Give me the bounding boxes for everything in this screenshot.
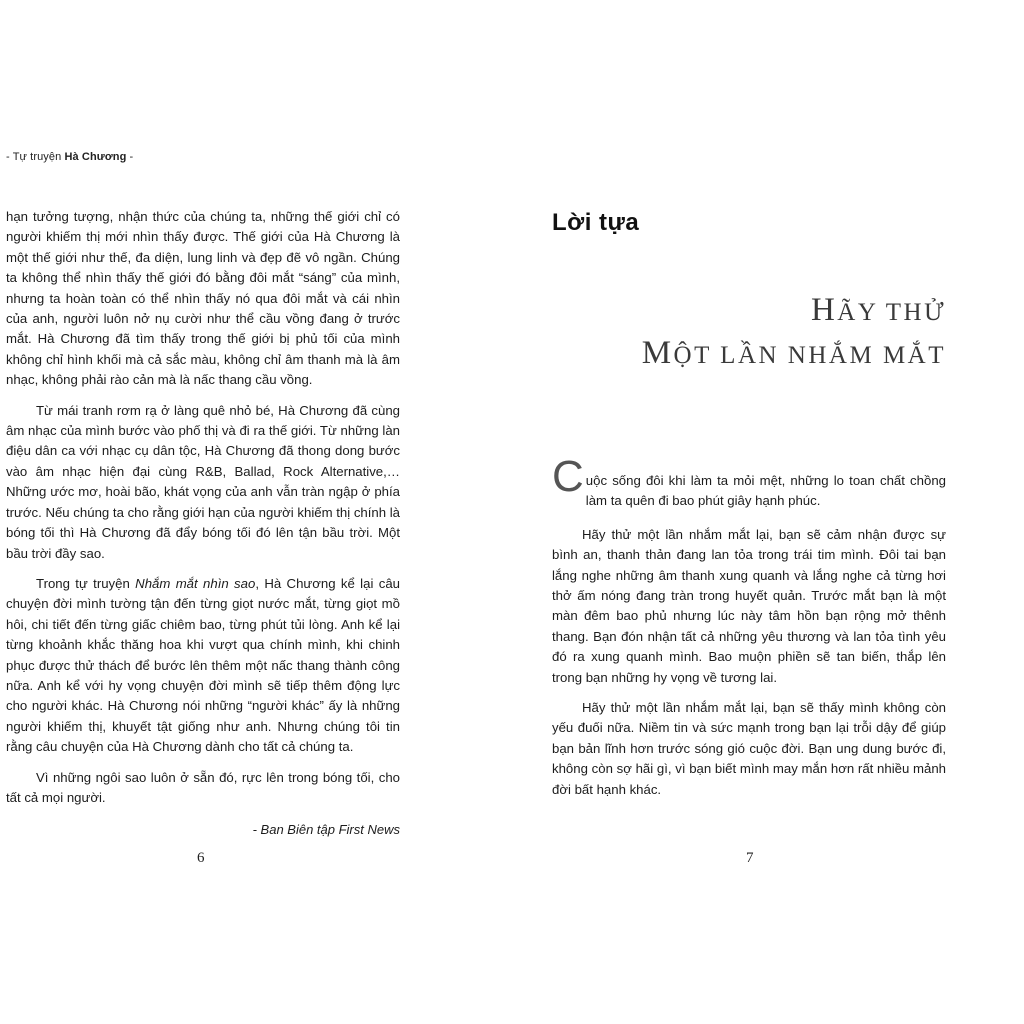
paragraph-3-rest: , Hà Chương kể lại câu chuyện đời mình tường tận đến từng giọt nước mắt, từng giọt mồ hôi, chi tiết đến từng giấc chiêm bao, từng phút tủi lòng. Anh kể lại từng khoảnh khắc thăng hoa khi vượt qua chính mình, khi chinh phục được thử thách để bước lên thêm một nấc thang thành công nữa. Anh kể với hy vọng chuyện đời mình sẽ tiếp thêm động lực cho người khác. Hà Chương nói những “người khác” ấy là những người khiếm thị, khuyết tật giống như anh. Nhưng chúng tôi tin rằng câu chuyện của Hà Chương dành cho tất cả chúng ta. [6, 575, 400, 755]
right-paragraph-1 [552, 452, 946, 512]
page-number-left: 6 [197, 850, 205, 866]
running-head-prefix: - Tự truyện [6, 151, 65, 163]
running-head-suffix: - [126, 151, 134, 163]
main-title [642, 290, 946, 376]
section-title: Lời tựa [552, 209, 640, 236]
page-number-right: 7 [746, 850, 754, 866]
left-paragraph-2: Từ mái tranh rơm rạ ở làng quê nhỏ bé, Hà Chương đã cùng âm nhạc của mình bước vào phố thị và đi ra thế giới. Từ những làn điệu dân ca với nhạc cụ dân tộc, Hà Chương đã thong dong bước vào âm nhạc hiện đại cùng R&B, Ballad, Rock Alternative,… Những ước mơ, hoài bão, khát vọng của anh vẫn tràn ngập ở phía trước. Nếu chúng ta cho rằng giới hạn của người khiếm thị chính là bóng tối thì Hà Chương đã đẩy bóng tối đó lên tận bầu trời. Một bầu trời đầy sao. [6, 402, 401, 561]
left-paragraph-1: hạn tưởng tượng, nhận thức của chúng ta, những thế giới chỉ có người khiếm thị mới nhìn thấy được. Thế giới của Hà Chương là một thế giới như thế, đa diện, lung linh và đẹp đẽ vô ngần. Chúng ta không thể nhìn thấy thế giới đó bằng đôi mắt “sáng” của mình, nhưng ta hoàn toàn có thể nhìn thấy nó qua đôi mắt và cái nhìn của anh, người luôn nở nụ cười như thể cầu vồng đang ở trước mắt. Hà Chương đã tìm thấy trong thế giới bị phủ tối của mình không chỉ hình khối mà cả sắc màu, không chỉ âm thanh mà là âm nhạc, không phải rào cản mà là nấc thang cầu vồng. [6, 209, 400, 388]
left-body-text [6, 207, 400, 841]
right-page [512, 0, 1024, 1024]
main-title-line-1: HÃY THỬ [810, 292, 946, 328]
right-paragraph-1-text: uộc sống đôi khi làm ta mỏi mệt, những lo toan chất chồng làm ta quên đi bao phút giây hạnh phúc. [585, 473, 946, 509]
paragraph-3-intro: Trong tự truyện [36, 575, 136, 591]
drop-cap: C [552, 452, 584, 501]
running-head-author: Hà Chương [64, 151, 127, 163]
right-paragraph-3: Hãy thử một lần nhắm mắt lại, bạn sẽ thấy mình không còn yếu đuối nữa. Niềm tin và sức mạnh trong bạn lại trỗi dậy để giúp bạn bản lĩnh hơn trước sóng gió cuộc đời. Bạn ung dung bước đi, không còn sợ hãi gì, vì bạn biết mình may mắn hơn rất nhiều mảnh đời bất hạnh khác. [552, 700, 946, 797]
editor-signature: - Ban Biên tập First News [252, 822, 400, 838]
right-body-text [552, 452, 946, 810]
main-title-line-2: MỘT LẦN NHẮM MẮT [641, 335, 946, 371]
book-title-italic: Nhắm mắt nhìn sao [135, 575, 256, 591]
left-paragraph-4: Vì những ngôi sao luôn ở sẵn đó, rực lên trong bóng tối, cho tất cả mọi người. [6, 769, 400, 805]
right-paragraph-2: Hãy thử một lần nhắm mắt lại, bạn sẽ cảm nhận được sự bình an, thanh thản đang lan tỏa trong trái tim mình. Đôi tai bạn lắng nghe những âm thanh xung quanh và lắng nghe cả từng hơi thở ấm nóng đang tràn trong huyết quản. Trước mắt bạn là một màn đêm bao phủ nhưng lúc này tâm hồn bạn rộng mở thênh thang. Bạn đón nhận tất cả những yêu thương và lan tỏa tình yêu đó ra xung quanh mình. Bao muộn phiền sẽ tan biến, thắp lên trong bạn những hy vọng về tương lai. [552, 526, 946, 685]
running-head [6, 151, 133, 163]
left-paragraph-3 [6, 574, 400, 758]
